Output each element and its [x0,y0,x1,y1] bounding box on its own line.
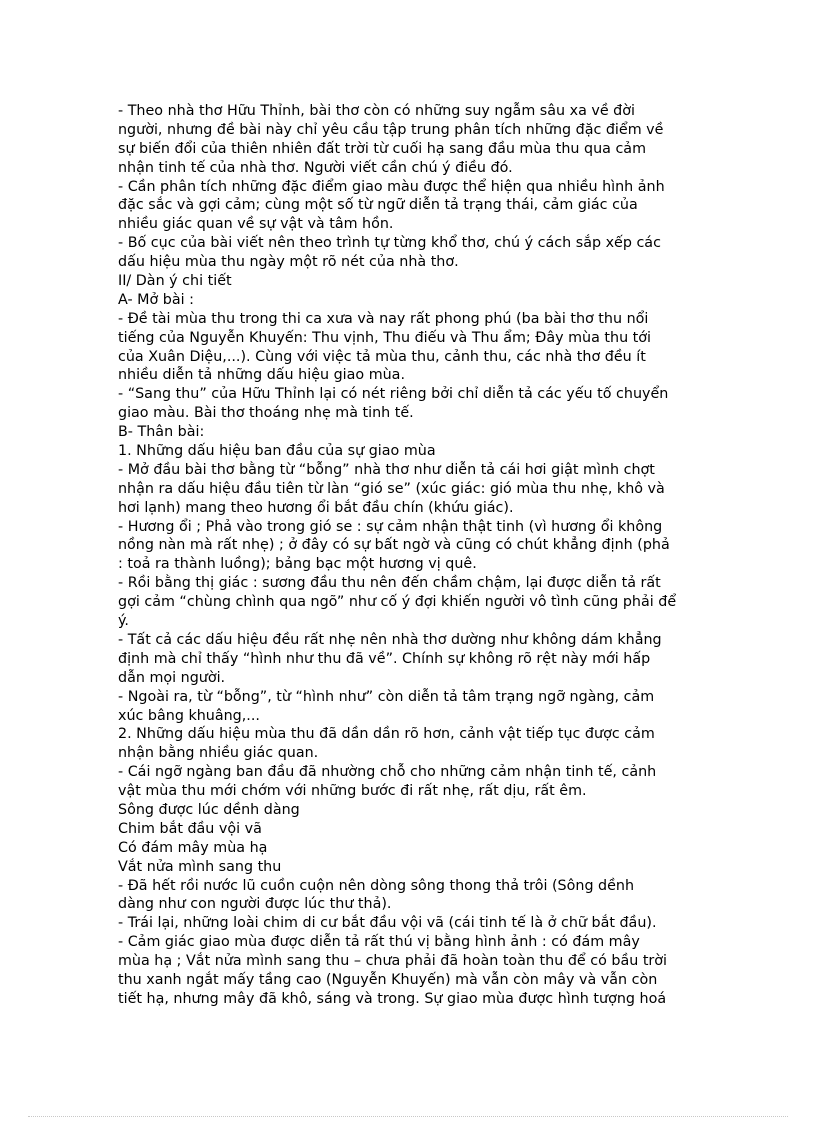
text-line: người, nhưng đề bài này chỉ yêu cầu tập trung phân tích những đặc điểm về [118,121,664,138]
text-line: nhận bằng nhiều giác quan. [118,745,319,762]
text-line: mùa hạ ; Vắt nửa mình sang thu – chưa phải đã hoàn toàn thu để có bầu trời [118,953,668,970]
text-line: - Cái ngỡ ngàng ban đầu đã nhường chỗ cho những cảm nhận tinh tế, cảnh [118,764,657,781]
text-line: của Xuân Diệu,...). Cùng với việc tả mùa thu, cảnh thu, các nhà thơ đều ít [118,348,646,365]
text-line: II/ Dàn ý chi tiết [118,273,232,290]
text-line: tiếng của Nguyễn Khuyến: Thu vịnh, Thu điếu và Thu ẩm; Đây mùa thu tới [118,329,651,346]
text-line: - Bố cục của bài viết nên theo trình tự từng khổ thơ, chú ý cách sắp xếp các [118,235,661,252]
text-line: Chim bắt đầu vội vã [118,820,262,837]
text-line: B- Thân bài: [118,424,205,441]
text-line: tiết hạ, nhưng mây đã khô, sáng và trong. Sự giao mùa được hình tượng hoá [118,990,667,1007]
text-line: dàng như con người được lúc thư thả). [118,896,392,913]
text-line: - Cần phân tích những đặc điểm giao màu được thể hiện qua nhiều hình ảnh [118,178,665,195]
text-line: - Rồi bằng thị giác : sương đầu thu nên đến chầm chậm, lại được diễn tả rất [118,575,661,592]
text-line: - Mở đầu bài thơ bằng từ “bỗng” nhà thơ như diễn tả cái hơi giật mình chợt [118,461,655,478]
text-line: vật mùa thu mới chớm với những bước đi rất nhẹ, rất dịu, rất êm. [118,783,587,800]
text-line: 1. Những dấu hiệu ban đầu của sự giao mùa [118,443,436,460]
text-line: Sông được lúc dềnh dàng [118,801,300,818]
text-line: nhận ra dấu hiệu đầu tiên từ làn “gió se” (xúc giác: gió mùa thu nhẹ, khô và [118,480,665,497]
text-line: sự biến đổi của thiên nhiên đất trời từ cuối hạ sang đầu mùa thu qua cảm [118,140,646,157]
text-line: - Trái lại, những loài chim di cư bắt đầu vội vã (cái tinh tế là ở chữ bắt đầu). [118,915,657,932]
text-line: - Đề tài mùa thu trong thi ca xưa và nay rất phong phú (ba bài thơ thu nổi [118,310,649,327]
text-line: hơi lạnh) mang theo hương ổi bắt đầu chín (khứu giác). [118,499,514,516]
text-line: nhiều diễn tả những dấu hiệu giao mùa. [118,367,405,384]
text-line: dẫn mọi người. [118,669,226,686]
text-line: thu xanh ngắt mấy tầng cao (Nguyễn Khuyến) mà vẫn còn mây và vẫn còn [118,971,658,988]
text-line: - Tất cả các dấu hiệu đều rất nhẹ nên nhà thơ dường như không dám khẳng [118,631,662,648]
text-line: xúc bâng khuâng,... [118,707,260,724]
text-line: - Đã hết rồi nước lũ cuồn cuộn nên dòng sông thong thả trôi (Sông dềnh [118,877,635,894]
text-line: Vắt nửa mình sang thu [118,858,282,875]
page-bottom-divider [28,1116,788,1117]
text-line: - Hương ổi ; Phả vào trong gió se : sự cảm nhận thật tinh (vì hương ổi không [118,518,663,535]
document-body [118,102,698,1009]
text-line: đặc sắc và gợi cảm; cùng một số từ ngữ diễn tả trạng thái, cảm giác của [118,197,638,214]
text-line: nồng nàn mà rất nhẹ) ; ở đây có sự bất ngờ và cũng có chút khẳng định (phả [118,537,670,554]
text-line: nhiều giác quan về sự vật và tâm hồn. [118,216,394,233]
text-line: định mà chỉ thấy “hình như thu đã về”. Chính sự không rõ rệt này mới hấp [118,650,651,667]
text-line: gợi cảm “chùng chình qua ngõ” như cố ý đợi khiến người vô tình cũng phải để [118,594,677,611]
text-line: dấu hiệu mùa thu ngày một rõ nét của nhà thơ. [118,254,459,271]
text-line: giao màu. Bài thơ thoáng nhẹ mà tinh tế. [118,405,414,422]
text-line: - Cảm giác giao mùa được diễn tả rất thú vị bằng hình ảnh : có đám mây [118,934,640,951]
text-line: - Ngoài ra, từ “bỗng”, từ “hình như” còn diễn tả tâm trạng ngỡ ngàng, cảm [118,688,655,705]
text-line: - “Sang thu” của Hữu Thỉnh lại có nét riêng bởi chỉ diễn tả các yếu tố chuyển [118,386,669,403]
text-line: - Theo nhà thơ Hữu Thỉnh, bài thơ còn có những suy ngẫm sâu xa về đời [118,103,635,119]
text-line: 2. Những dấu hiệu mùa thu đã dần dần rõ hơn, cảnh vật tiếp tục được cảm [118,726,655,743]
text-line: ý. [118,613,129,630]
text-line: nhận tinh tế của nhà thơ. Người viết cần chú ý điều đó. [118,159,513,176]
text-line: A- Mở bài : [118,291,194,308]
text-line: : toả ra thành luồng); bảng bạc một hương vị quê. [118,556,477,573]
text-line: Có đám mây mùa hạ [118,839,268,856]
